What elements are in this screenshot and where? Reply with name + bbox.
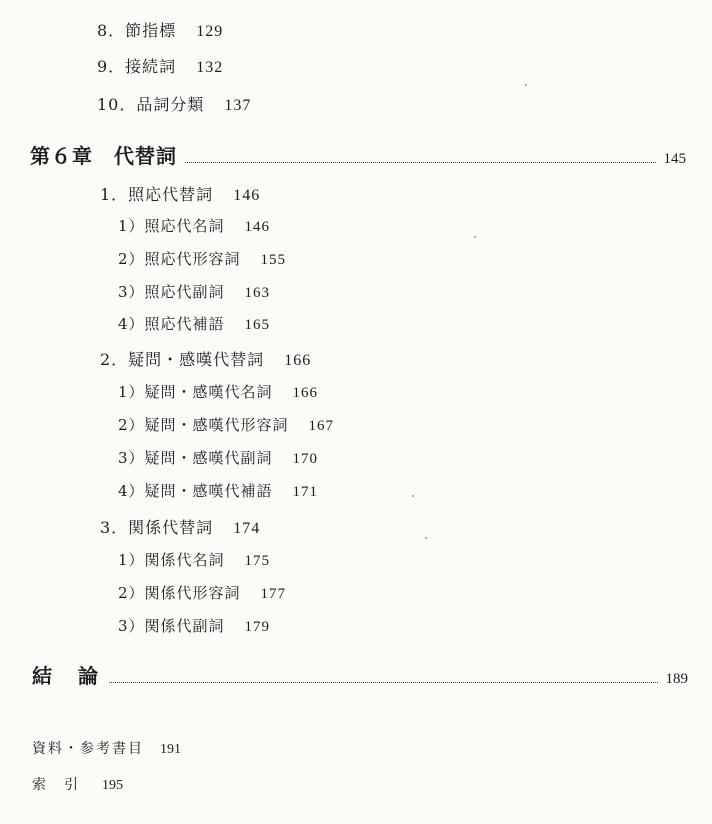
toc-subentry bbox=[118, 381, 318, 402]
conclusion-title: 結 論 bbox=[32, 664, 101, 688]
scan-speck bbox=[474, 236, 476, 238]
subentry-label: 1）照応代名詞 bbox=[118, 217, 225, 235]
toc-subentry bbox=[118, 248, 286, 269]
subentry-page: 179 bbox=[244, 619, 271, 635]
subentry-label: 2）照応代形容詞 bbox=[118, 250, 241, 268]
back-matter-page: 195 bbox=[102, 778, 123, 793]
back-matter-entry bbox=[32, 738, 181, 758]
subentry-label: 3）関係代副詞 bbox=[118, 617, 225, 635]
toc-subentry bbox=[118, 281, 270, 302]
entry-page: 137 bbox=[224, 97, 252, 114]
toc-subentry bbox=[118, 447, 318, 468]
toc-entry bbox=[97, 92, 251, 115]
toc-entry bbox=[97, 18, 223, 41]
scan-speck bbox=[525, 84, 527, 86]
back-matter-page: 191 bbox=[160, 742, 181, 757]
subentry-label: 2）疑問・感嘆代形容詞 bbox=[118, 416, 289, 434]
subentry-page: 171 bbox=[292, 484, 319, 500]
section-page: 174 bbox=[233, 520, 261, 537]
subentry-page: 165 bbox=[244, 317, 271, 333]
subentry-page: 146 bbox=[244, 219, 271, 235]
scan-speck bbox=[425, 537, 427, 539]
entry-label: 9．接続詞 bbox=[97, 57, 177, 76]
chapter-page: 145 bbox=[663, 151, 686, 167]
toc-subentry bbox=[118, 414, 334, 435]
subentry-page: 170 bbox=[292, 451, 319, 467]
conclusion-page: 189 bbox=[665, 671, 688, 687]
toc-section bbox=[100, 347, 311, 370]
subentry-label: 1）関係代名詞 bbox=[118, 551, 225, 569]
conclusion-heading bbox=[32, 660, 688, 689]
entry-page: 129 bbox=[196, 23, 224, 40]
back-matter-label: 資料・参考書目 bbox=[32, 741, 144, 757]
subentry-label: 2）関係代形容詞 bbox=[118, 584, 241, 602]
toc-subentry bbox=[118, 549, 270, 570]
chapter-title: 第６章 代替詞 bbox=[30, 144, 177, 168]
chapter-heading bbox=[30, 140, 686, 169]
section-page: 166 bbox=[284, 352, 312, 369]
back-matter-label: 索 引 bbox=[32, 777, 80, 793]
scan-speck bbox=[412, 495, 414, 497]
toc-subentry bbox=[118, 215, 270, 236]
subentry-page: 167 bbox=[308, 418, 335, 434]
section-label: 3．関係代替詞 bbox=[100, 518, 214, 537]
toc-subentry bbox=[118, 615, 270, 636]
subentry-page: 177 bbox=[260, 586, 287, 602]
back-matter-entry bbox=[32, 774, 123, 794]
subentry-page: 155 bbox=[260, 252, 287, 268]
section-label: 2．疑問・感嘆代替詞 bbox=[100, 350, 265, 369]
subentry-label: 4）照応代補語 bbox=[118, 315, 225, 333]
section-page: 146 bbox=[233, 187, 261, 204]
toc-section bbox=[100, 182, 260, 205]
dot-leader bbox=[185, 162, 656, 163]
toc-subentry bbox=[118, 313, 270, 334]
toc-subentry bbox=[118, 480, 318, 501]
entry-page: 132 bbox=[196, 59, 224, 76]
dot-leader bbox=[109, 682, 658, 683]
subentry-label: 3）疑問・感嘆代副詞 bbox=[118, 449, 273, 467]
subentry-label: 1）疑問・感嘆代名詞 bbox=[118, 383, 273, 401]
toc-section bbox=[100, 515, 260, 538]
subentry-label: 3）照応代副詞 bbox=[118, 283, 225, 301]
section-label: 1．照応代替詞 bbox=[100, 185, 214, 204]
toc-entry bbox=[97, 54, 223, 77]
subentry-page: 175 bbox=[244, 553, 271, 569]
toc-subentry bbox=[118, 582, 286, 603]
subentry-page: 166 bbox=[292, 385, 319, 401]
entry-label: 8．節指標 bbox=[97, 21, 177, 40]
subentry-page: 163 bbox=[244, 285, 271, 301]
entry-label: 10．品詞分類 bbox=[97, 95, 205, 114]
subentry-label: 4）疑問・感嘆代補語 bbox=[118, 482, 273, 500]
